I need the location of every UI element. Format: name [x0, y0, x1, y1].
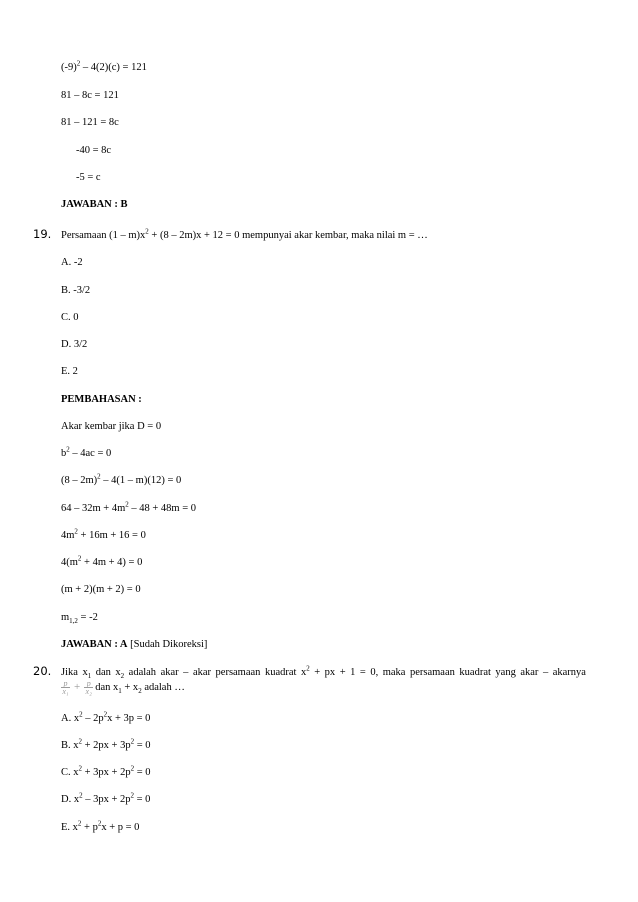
step-line: -5 = c [76, 172, 101, 183]
answer-line: JAWABAN : A [Sudah Dikoreksi] [61, 639, 208, 650]
question-text-line2: $\frac{p}{\text{x₁}}$ + $\frac{p}{\text{x₂}}$ dan $x_1 + x_2$ adalah … [62, 679, 185, 696]
option-d: D. 3/2 [61, 339, 88, 350]
step-line: $(-9)^2 - 4(2)(c) = 121$ [61, 59, 147, 73]
step-line: -40 = 8c [76, 145, 112, 156]
question-number: 20. [33, 664, 52, 678]
option-e: E. $x^2 + p^2x + p = 0$ [61, 819, 140, 833]
step-line: $64 - 32m + 4m^2 - 48 + 48m = 0$ [61, 500, 197, 514]
option-d: D. $x^2 - 3px + 2p^2 = 0$ [61, 791, 151, 805]
option-e: E. 2 [61, 366, 78, 377]
option-a: A. $x^2 - 2p^2x + 3p = 0$ [61, 710, 151, 724]
option-c: C. 0 [61, 312, 79, 323]
step-line: $m_{1,2} = -2$ [61, 612, 98, 626]
option-b: B. $x^2 + 2px + 3p^2 = 0$ [61, 737, 151, 751]
step-line: Akar kembar jika D = 0 [61, 421, 162, 432]
discussion-label: PEMBAHASAN : [61, 394, 142, 405]
step-line: $b^2 - 4ac = 0$ [61, 445, 112, 459]
question-number: 19. [33, 227, 52, 241]
option-b: B. -3/2 [61, 285, 91, 296]
step-line: (8 – 2m)$^2$ – 4(1 – m)(12) = 0 [61, 472, 182, 486]
step-line: $4m^2 + 16m + 16 = 0$ [61, 527, 146, 541]
fraction-expression: $\frac{p}{\text{x₁}}$ + $\frac{p}{\text{x₂}}$ [62, 679, 92, 696]
question-text: Persamaan $(1 - m)x^2 + (8 - 2m)x + 12 = 0$ mempunyai akar kembar, maka nilai m = … [61, 227, 428, 241]
step-line: (m + 2)(m + 2) = 0 [61, 584, 141, 595]
option-c: C. $x^2 + 3px + 2p^2 = 0$ [61, 764, 151, 778]
answer-label: JAWABAN : B [61, 199, 128, 210]
option-a: A. -2 [61, 257, 83, 268]
step-line: $4(m^2 + 4m + 4) = 0$ [61, 554, 143, 568]
step-line: 81 – 121 = 8c [61, 117, 119, 128]
question-text: Jika $x_1$ dan $x_2$ adalah akar – akar persamaan kuadrat $x^2$ + px + 1 = 0, maka persamaan kuadrat yang akar – akarnya [61, 664, 586, 681]
step-line: 81 – 8c = 121 [61, 90, 119, 101]
